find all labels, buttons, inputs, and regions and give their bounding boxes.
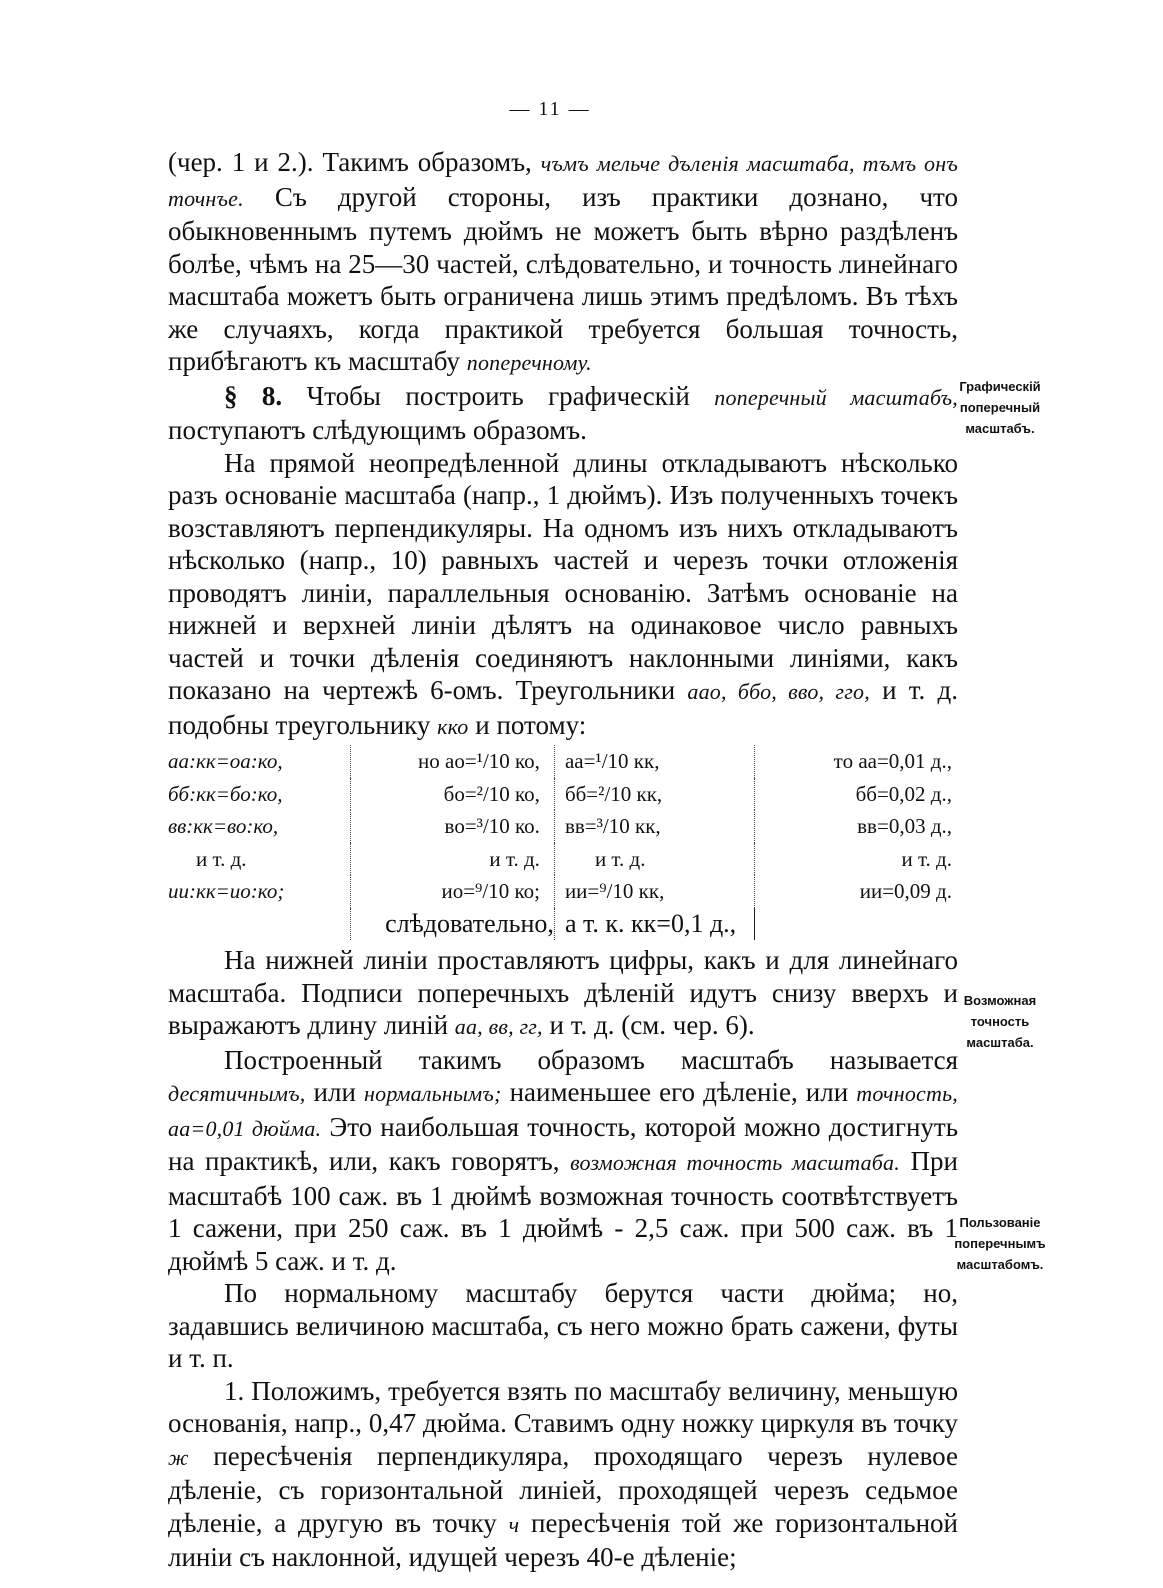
paragraph-3 bbox=[168, 447, 958, 744]
equation-row bbox=[168, 908, 958, 941]
equation-cell: вв=³/10 кк, bbox=[554, 810, 754, 843]
paragraph-7 bbox=[168, 1375, 958, 1574]
text-run: По нормальному масштабу берутся части дюйма; но, задавшись величиною масштаба, съ него можно брать сажени, футы и т. п. bbox=[168, 1278, 958, 1373]
equation-cell: и т. д. bbox=[755, 843, 958, 876]
margin-note-line: Возможная bbox=[963, 993, 1037, 1008]
text-run: 1. Положимъ, требуется взять по масштабу величину, меньшую основанія, напр., 0,47 дюйма. Ставимъ одну ножку циркуля въ точку bbox=[168, 1375, 958, 1438]
italic-run: нормальнымъ; bbox=[364, 1081, 502, 1106]
equation-cell: ии=⁹/10 кк, bbox=[554, 875, 754, 908]
margin-note-transverse-scale bbox=[940, 376, 1060, 439]
text-run: или bbox=[305, 1077, 365, 1107]
equation-cell: и т. д. bbox=[196, 846, 247, 871]
equation-cell: бо=²/10 ко, bbox=[350, 778, 554, 811]
text-run: На прямой неопредѣленной длины откладываютъ нѣсколько разъ основаніе масштаба (напр., 1 дюймъ). Изъ полученныхъ точекъ возставляютъ перпендикуляры. На одномъ изъ нихъ откладываютъ нѣсколько (напр., 10) равныхъ частей и черезъ точки отложенія проводятъ линіи, параллельныя основанію. Затѣмъ основаніе на нижней и верхней линіи дѣлятъ на одинаковое число равныхъ частей и точки дѣленія соединяютъ наклонными линіями, какъ показано на чертежѣ 6-омъ. Треугольники bbox=[168, 447, 958, 705]
text-run: пересѣченія той же горизонтальной линіи съ наклонной, идущей черезъ 40-е дѣленіе; bbox=[168, 1507, 958, 1572]
italic-run: возможная точность масштаба. bbox=[570, 1150, 900, 1175]
equation-cell: то аа=0,01 д., bbox=[755, 745, 958, 778]
equation-cell: но ао=¹/10 ко, bbox=[350, 745, 554, 778]
equation-cell: бб=0,02 д., bbox=[755, 778, 958, 811]
italic-run: ж bbox=[168, 1444, 189, 1470]
text-run: Чтобы построить графическій bbox=[282, 380, 715, 411]
paragraph-5 bbox=[168, 1044, 958, 1278]
margin-note-line: поперечный bbox=[959, 400, 1041, 415]
paragraph-1 bbox=[168, 146, 958, 380]
text-run: и потому: bbox=[468, 709, 587, 740]
equation-cell bbox=[168, 908, 350, 941]
text-run: Съ другой стороны, изъ практики дознано, что обыкновеннымъ путемъ дюймъ не можетъ быть вѣрно раздѣленъ болѣе, чѣмъ на 25—30 частей, слѣдовательно, и точность линейнаго масштаба можетъ быть ограничена лишь этимъ предѣломъ. Въ тѣхъ же случаяхъ, когда практикой требуется большая точность, прибѣгаютъ къ масштабу bbox=[168, 181, 958, 376]
italic-run: десятичнымъ, bbox=[168, 1081, 306, 1106]
italic-run: аа, вв, гг, bbox=[454, 1014, 543, 1039]
paragraph-2 bbox=[168, 380, 958, 447]
margin-note-line: Пользованіе bbox=[959, 1215, 1041, 1230]
text-run: На нижней линіи проставляютъ цифры, какъ и для линейнаго масштаба. Подписи поперечныхъ дѣленій идутъ снизу вверхъ и выражаютъ длину линій bbox=[168, 945, 958, 1040]
text-run: пересѣченія перпендикуляра, проходящаго черезъ нулевое дѣленіе, съ горизонтальной линіей, проходящей черезъ седьмое дѣленіе, а другую въ точку bbox=[168, 1440, 958, 1538]
text-run: Построенный такимъ образомъ масштабъ называется bbox=[224, 1044, 958, 1075]
equation-cell: бб:кк=бо:ко, bbox=[168, 781, 283, 806]
equation-cell: слѣдовательно, bbox=[350, 908, 554, 941]
margin-note-line: поперечнымъ bbox=[954, 1236, 1046, 1251]
equation-cell: вв=0,03 д., bbox=[755, 810, 958, 843]
text-run: и т. д. (см. чер. 6). bbox=[542, 1010, 755, 1040]
page-number: — 11 — bbox=[509, 98, 591, 120]
margin-note-using-scale bbox=[940, 1212, 1060, 1275]
equations-table bbox=[168, 745, 958, 940]
equation-cell: и т. д. bbox=[554, 843, 754, 876]
italic-run: поперечный масштабъ, bbox=[714, 384, 958, 410]
equation-cell: вв:кк=во:ко, bbox=[168, 814, 279, 838]
text-run: поступаютъ слѣдующимъ образомъ. bbox=[168, 415, 587, 445]
equation-cell: во=³/10 ко. bbox=[350, 810, 554, 843]
paragraph-4 bbox=[168, 944, 958, 1044]
equation-cell: аа:кк=оа:ко, bbox=[168, 749, 283, 773]
italic-run: аао, ббо, вво, гго, bbox=[687, 679, 870, 704]
paragraph-6 bbox=[168, 1277, 958, 1375]
equation-cell: бб=²/10 кк, bbox=[554, 778, 754, 811]
equation-row bbox=[168, 778, 958, 811]
italic-run: кко bbox=[437, 713, 469, 739]
text-run: и т. д. подобны треугольнику bbox=[168, 675, 958, 740]
margin-note-line: масштабъ. bbox=[965, 421, 1035, 436]
equation-cell: ии:кк=ио:ко; bbox=[168, 879, 285, 903]
text-run: наименьшее его дѣленіе, или bbox=[501, 1077, 857, 1107]
italic-run: поперечному. bbox=[466, 350, 592, 375]
italic-run: точность, аа=0,01 дюйма. bbox=[168, 1081, 958, 1141]
equation-cell bbox=[755, 908, 958, 941]
equation-cell: и т. д. bbox=[350, 843, 554, 876]
equation-row bbox=[168, 875, 958, 908]
equation-cell: ии=0,09 д. bbox=[755, 875, 958, 908]
italic-run: чъмъ мельче дъленія масштаба, тъмъ онъ точнъе. bbox=[168, 151, 958, 211]
margin-note-line: масштаба. bbox=[966, 1035, 1034, 1050]
italic-run: ч bbox=[508, 1511, 520, 1537]
equation-row bbox=[168, 843, 958, 876]
equation-cell: аа=¹/10 кк, bbox=[554, 745, 754, 778]
text-run: (чер. 1 и 2.). Такимъ образомъ, bbox=[168, 147, 541, 177]
margin-note-scale-accuracy bbox=[940, 990, 1060, 1053]
equation-cell: ио=⁹/10 ко; bbox=[350, 875, 554, 908]
margin-note-line: Графическій bbox=[959, 379, 1041, 394]
margin-note-line: масштабомъ. bbox=[956, 1257, 1044, 1272]
margin-note-line: точность bbox=[970, 1014, 1030, 1029]
text-run: Это наибольшая точность, которой можно достигнуть на практикѣ, или, какъ говорятъ, bbox=[168, 1111, 959, 1176]
equation-row bbox=[168, 810, 958, 843]
equation-row bbox=[168, 745, 958, 778]
text-run: При масштабѣ 100 саж. въ 1 дюймѣ возможная точность соотвѣтствуетъ 1 сажени, при 250 саж. въ 1 дюймѣ - 2,5 саж. при 500 саж. въ 1 дюймѣ 5 саж. и т. д. bbox=[168, 1146, 958, 1276]
equation-cell: а т. к. кк=0,1 д., bbox=[554, 908, 754, 941]
section-number: § 8. bbox=[224, 380, 283, 411]
body-text bbox=[168, 146, 958, 1574]
